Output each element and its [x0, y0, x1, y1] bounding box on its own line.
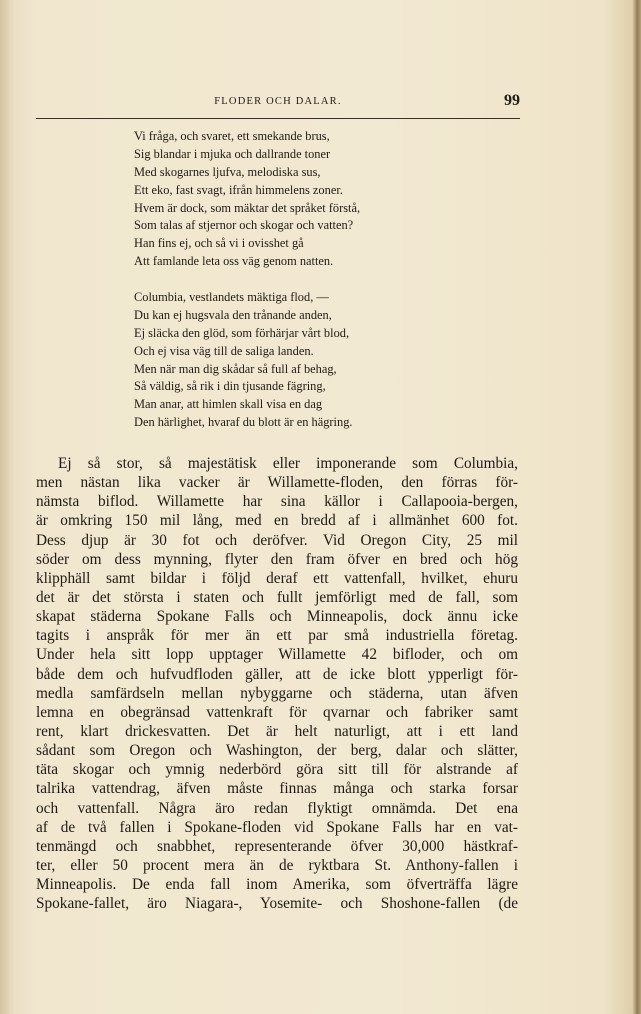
header-rule [36, 118, 520, 119]
poem-line: Sig blandar i mjuka och dallrande toner [134, 146, 331, 161]
text-line: är omkring 150 mil lång, med en bredd af i allmänhet 600 fot. [36, 512, 518, 530]
text-line: nämsta biflod. Willamette har sina källor i Callapooia-bergen, [36, 493, 518, 511]
text-line: Spokane-fallet, äro Niagara-, Yosemite- och Shoshone-fallen (de [36, 895, 518, 913]
text-line: lemna en obegränsad vattenkraft för qvarnar och fabriker samt [36, 703, 518, 721]
running-title: FLODER OCH DALAR. [214, 96, 342, 107]
text-line: täta skogar och ymnig nederbörd göra sitt till för alstrande af [36, 761, 518, 779]
poem-line: Som talas af stjernor och skogar och vatten? [134, 218, 354, 233]
text-line: men nästan lika vacker är Willamette-floden, den förras för- [36, 474, 518, 492]
poem-line: Med skogarnes ljufva, melodiska sus, [134, 164, 321, 179]
text-line: af de två fallen i Spokane-floden vid Spokane Falls har en vat- [36, 818, 518, 836]
poem-line: Och ej visa väg till de saliga landen. [134, 343, 314, 358]
poem-line: Hvem är dock, som mäktar det språket förstå, [134, 200, 361, 215]
page-gutter [0, 0, 14, 1014]
running-header [36, 92, 520, 112]
poem-stanza-2 [134, 289, 514, 432]
text-line: tenmängd och snabbhet, representerande öfver 30,000 hästkraf- [36, 837, 518, 855]
text-line: Minneapolis. De enda fall inom Amerika, som öfverträffa lägre [36, 876, 518, 894]
poem-line: Man anar, att himlen skall visa en dag [134, 397, 323, 412]
text-line: medla samfärdseln mellan nybyggarne och städerna, utan äfven [36, 684, 518, 702]
text-line: klipphäll samt bildar i följd deraf ett vattenfall, hvilket, ehuru [36, 569, 518, 587]
poem-line: Columbia, vestlandets mäktiga flod, — [134, 290, 329, 304]
poem-line: Han fins ej, och så vi i ovisshet gå [134, 236, 304, 251]
text-line: ter, eller 50 procent mera än de ryktbara St. Anthony-fallen i [36, 856, 518, 874]
text-line: sådant som Oregon och Washington, der berg, dalar och slätter, [36, 742, 518, 760]
poem-line: Så väldig, så rik i din tjusande fägring, [134, 379, 326, 394]
text-line: söder om dess mynning, flyter den fram öfver en bred och hög [36, 550, 518, 568]
text-line: Ej så stor, så majestätisk eller imponerande som Columbia, [58, 455, 518, 472]
page-edge [632, 0, 641, 1014]
body-paragraph [36, 454, 518, 913]
poem-line: Men när man dig skådar så full af behag, [134, 361, 337, 376]
text-line: tagits i anspråk för mer än ett par små industriella företag. [36, 627, 518, 645]
text-line: och vattenfall. Några äro redan flyktigt omnämda. Det ena [36, 799, 518, 817]
poem-line: Ej släcka den glöd, som förhärjar vårt blod, [134, 325, 350, 340]
text-line: skapat städerna Spokane Falls och Minneapolis, dock ännu icke [36, 608, 518, 626]
poem-line: Du kan ej hugsvala den trånande anden, [134, 307, 332, 322]
text-line: rent, klart drickesvatten. Det är helt naturligt, att i ett land [36, 722, 518, 740]
poem-line: Ett eko, fast svagt, ifrån himmelens zoner. [134, 182, 343, 197]
poem-line: Att famlande leta oss väg genom natten. [134, 254, 334, 269]
poem-line: Vi fråga, och svaret, ett smekande brus, [134, 129, 330, 143]
text-line: både dem och hufvudfloden gäller, att de icke blott ypperligt för- [36, 665, 518, 683]
poem-stanza-1 [134, 128, 514, 271]
text-line: Dess djup är 30 fot och deröfver. Vid Oregon City, 25 mil [36, 531, 518, 549]
page-number: 99 [504, 92, 520, 109]
poem-line: Den härlighet, hvaraf du blott är en hägring. [134, 415, 353, 430]
text-line: talrika vattendrag, äfven måste finnas många och starka forsar [36, 780, 518, 798]
text-line: Under hela sitt lopp upptager Willamette 42 bifloder, och om [36, 646, 518, 664]
text-line: det är det största i staten och fullt jemförligt med de fall, som [36, 588, 518, 606]
